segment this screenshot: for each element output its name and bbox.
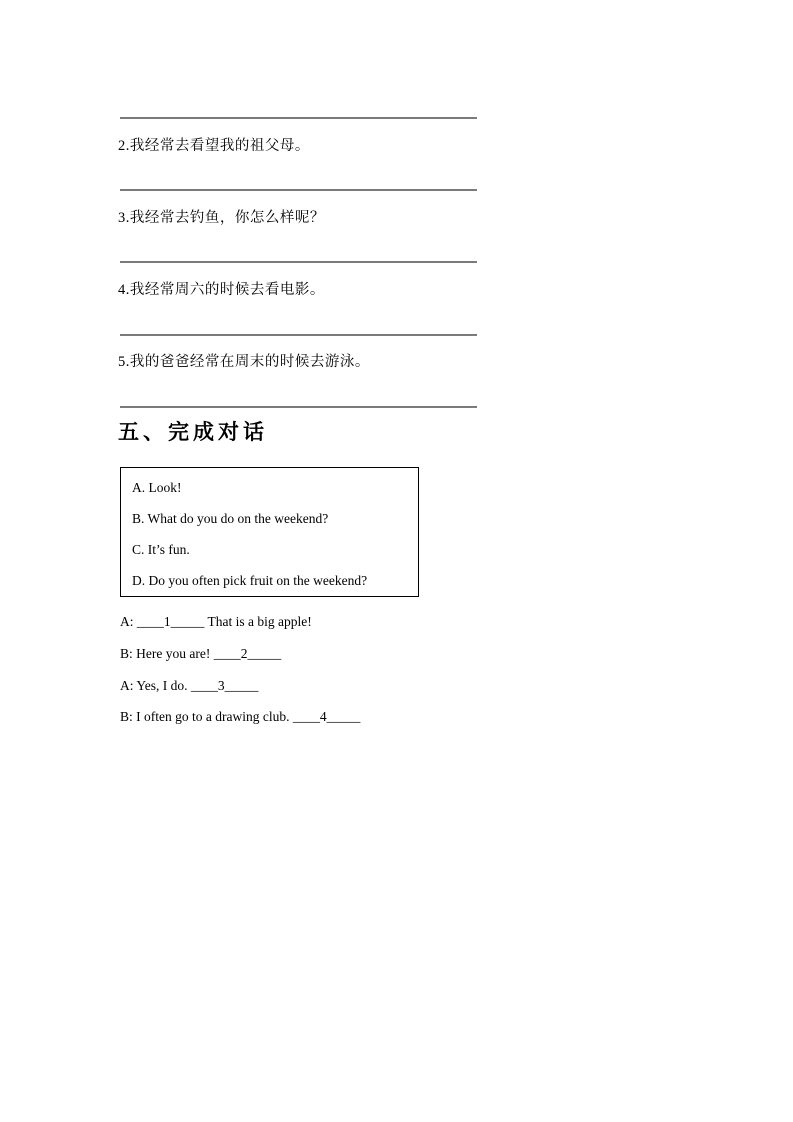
answer-blank-line <box>120 406 477 408</box>
option-item-c: C. It’s fun. <box>132 542 190 557</box>
section-heading: 五、完成对话 <box>118 420 268 444</box>
option-item-b: B. What do you do on the weekend? <box>132 511 329 526</box>
options-box <box>120 467 419 597</box>
answer-blank-line <box>120 189 477 191</box>
translation-item: 3.我经常去钓鱼，你怎么样呢？ <box>118 210 325 226</box>
translation-item: 4.我经常周六的时候去看电影。 <box>118 282 325 298</box>
dialogue-line: A: Yes, I do. ____3_____ <box>120 678 259 693</box>
answer-blank-line <box>120 261 477 263</box>
dialogue-line: A: ____1_____ That is a big apple! <box>120 614 312 629</box>
option-item-d: D. Do you often pick fruit on the weekend? <box>132 573 368 588</box>
translation-item: 2.我经常去看望我的祖父母。 <box>118 138 310 154</box>
dialogue-line: B: Here you are! ____2_____ <box>120 646 282 661</box>
answer-blank-line <box>120 334 477 336</box>
answer-blank-line <box>120 117 477 119</box>
dialogue-line: B: I often go to a drawing club. ____4_____ <box>120 709 361 724</box>
translation-item: 5.我的爸爸经常在周末的时候去游泳。 <box>118 354 370 370</box>
option-item-a: A. Look! <box>132 480 182 495</box>
